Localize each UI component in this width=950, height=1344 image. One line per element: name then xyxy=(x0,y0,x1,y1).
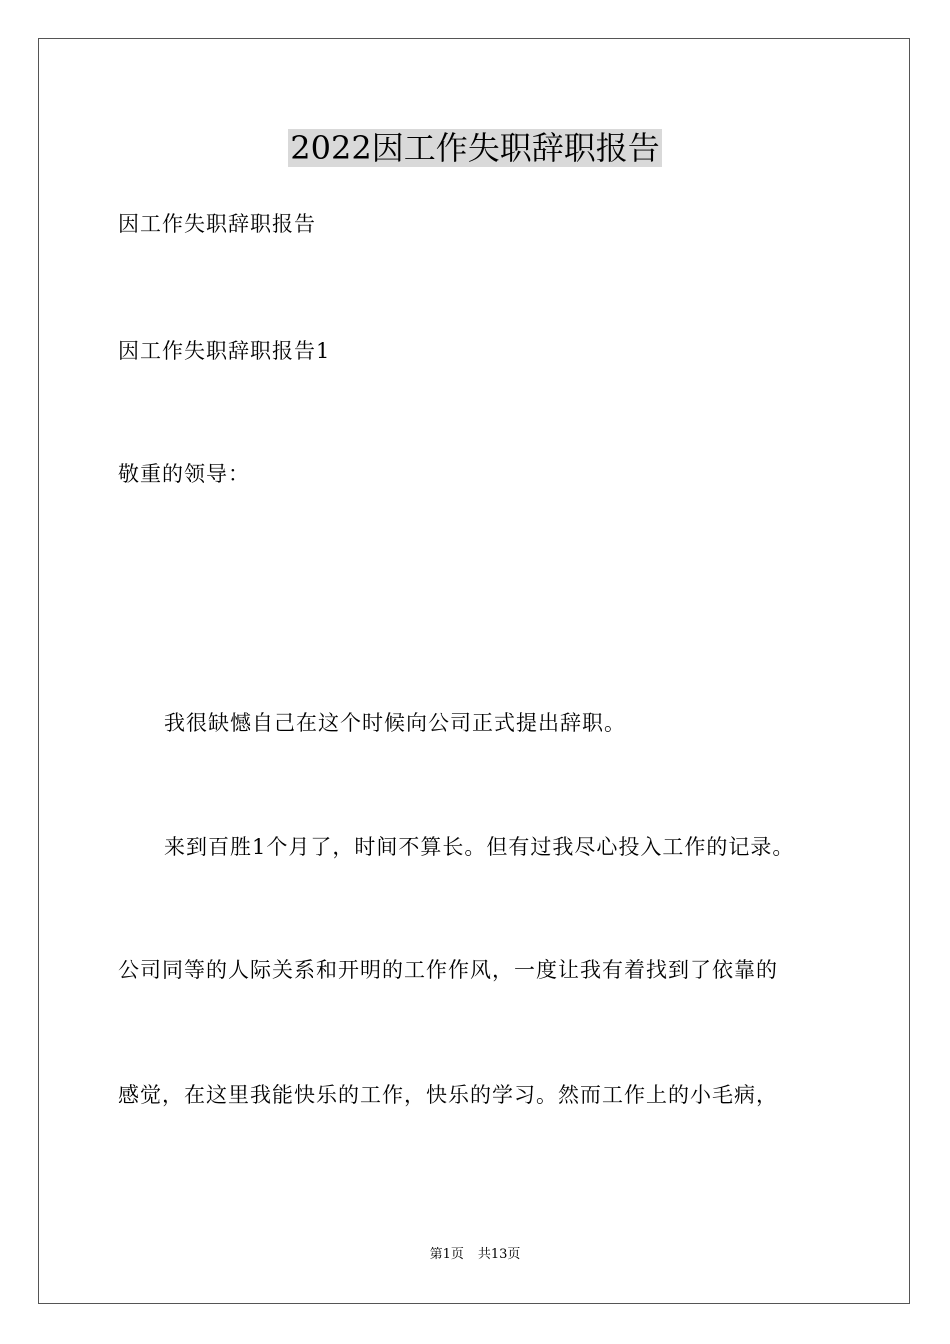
salutation: 敬重的领导： xyxy=(118,462,250,486)
document-title xyxy=(0,126,950,170)
paragraph-heading: 因工作失职辞职报告 xyxy=(118,212,316,236)
body-line: 我很缺憾自己在这个时候向公司正式提出辞职。 xyxy=(164,711,626,735)
paragraph-subheading: 因工作失职辞职报告1 xyxy=(118,339,331,363)
body-line: 公司同等的人际关系和开明的工作作风，一度让我有着找到了依靠的 xyxy=(118,958,778,982)
body-line: 感觉，在这里我能快乐的工作，快乐的学习。然而工作上的小毛病， xyxy=(118,1083,778,1107)
body-line: 来到百胜1个月了，时间不算长。但有过我尽心投入工作的记录。 xyxy=(164,835,795,859)
page-number-total: 共13页 xyxy=(477,1247,521,1262)
document-title-text: 2022因工作失职辞职报告 xyxy=(290,129,660,167)
page-number-current: 第1页 xyxy=(429,1247,464,1262)
page-footer xyxy=(0,1246,950,1264)
